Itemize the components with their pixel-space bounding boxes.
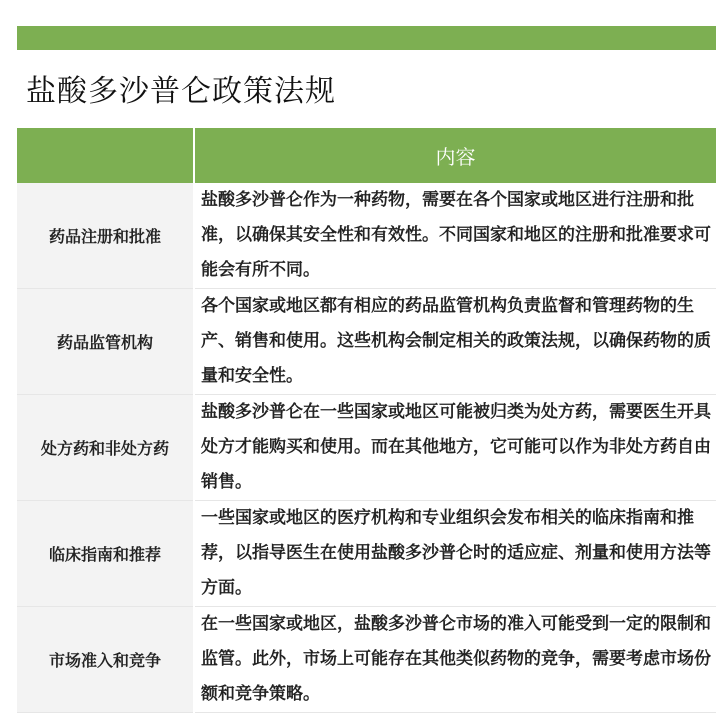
header-content: 内容 (194, 128, 716, 183)
table-header-row (17, 128, 716, 183)
row-topic: 药品注册和批准 (17, 183, 194, 289)
page-title: 盐酸多沙普仑政策法规 (26, 74, 336, 109)
row-topic: 药品监管机构 (17, 289, 194, 395)
row-topic: 市场准入和竞争 (17, 607, 194, 713)
table-row (17, 607, 716, 713)
row-topic: 处方药和非处方药 (17, 395, 194, 501)
row-content: 各个国家或地区都有相应的药品监管机构负责监督和管理药物的生产、销售和使用。这些机构会制定相关的政策法规，以确保药物的质量和安全性。 (194, 289, 716, 395)
row-content: 在一些国家或地区，盐酸多沙普仑市场的准入可能受到一定的限制和监管。此外，市场上可能存在其他类似药物的竞争，需要考虑市场份额和竞争策略。 (194, 607, 716, 713)
policy-table (17, 128, 716, 713)
table-row (17, 289, 716, 395)
row-content: 一些国家或地区的医疗机构和专业组织会发布相关的临床指南和推荐，以指导医生在使用盐酸多沙普仑时的适应症、剂量和使用方法等方面。 (194, 501, 716, 607)
top-accent-bar (17, 26, 716, 50)
header-topic (17, 128, 194, 183)
table-row (17, 395, 716, 501)
row-content: 盐酸多沙普仑在一些国家或地区可能被归类为处方药，需要医生开具处方才能购买和使用。而在其他地方，它可能可以作为非处方药自由销售。 (194, 395, 716, 501)
row-content: 盐酸多沙普仑作为一种药物，需要在各个国家或地区进行注册和批准，以确保其安全性和有效性。不同国家和地区的注册和批准要求可能会有所不同。 (194, 183, 716, 289)
table-row (17, 501, 716, 607)
row-topic: 临床指南和推荐 (17, 501, 194, 607)
table-row (17, 183, 716, 289)
